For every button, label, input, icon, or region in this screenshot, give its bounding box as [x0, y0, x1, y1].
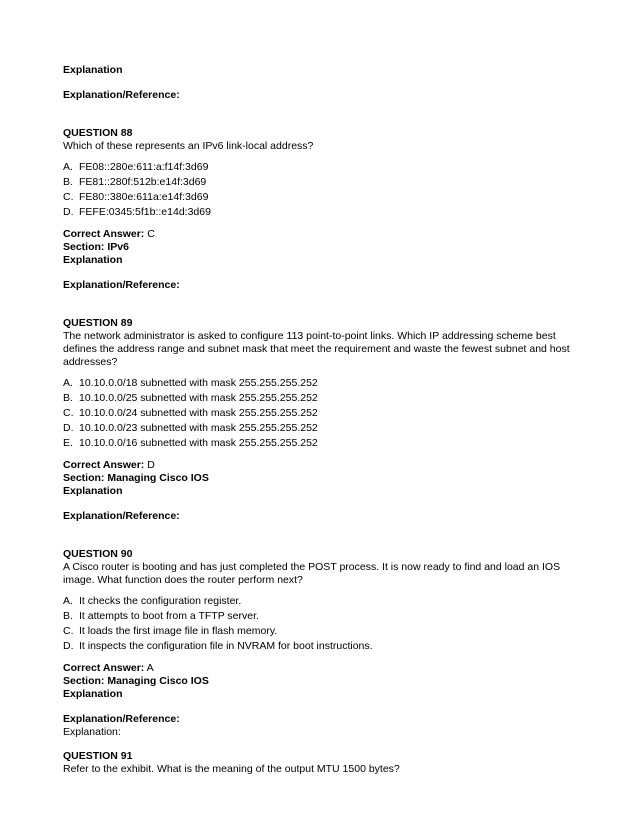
question-text: Refer to the exhibit. What is the meaning of the output MTU 1500 bytes?	[63, 763, 400, 775]
question-text-line-1: A Cisco router is booting and has just completed the POST process. It is now ready to find and load an IOS	[63, 561, 561, 573]
document-page	[63, 64, 583, 776]
option-d: D. FEFE:0345:5f1b::e14d:3d69	[63, 206, 211, 218]
option-b: B. It attempts to boot from a TFTP server.	[63, 610, 259, 622]
option-a: A. 10.10.0.0/18 subnetted with mask 255.255.255.252	[63, 377, 318, 389]
options-list	[63, 161, 583, 219]
explanation-reference-heading: Explanation/Reference:	[63, 713, 180, 725]
question-title: QUESTION 88	[63, 127, 133, 139]
question-89	[63, 317, 583, 523]
explanation-reference-heading: Explanation/Reference:	[63, 510, 180, 522]
explanation-heading: Explanation	[63, 254, 123, 266]
question-text-line-3: addresses?	[63, 356, 118, 368]
option-e: E. 10.10.0.0/16 subnetted with mask 255.255.255.252	[63, 437, 318, 449]
question-text: Which of these represents an IPv6 link-local address?	[63, 140, 314, 152]
option-c: C. FE80::380e:611a:e14f:3d69	[63, 191, 209, 203]
question-91	[63, 750, 583, 776]
question-88	[63, 127, 583, 292]
correct-answer-value: D	[147, 459, 155, 471]
question-text-line-1: The network administrator is asked to configure 113 point-to-point links. Which IP addressing scheme best	[63, 330, 556, 342]
option-b: B. 10.10.0.0/25 subnetted with mask 255.255.255.252	[63, 392, 318, 404]
options-list	[63, 377, 583, 450]
explanation-reference-heading: Explanation/Reference:	[63, 89, 180, 101]
question-text-line-2: defines the address range and subnet mask that meet the requirement and waste the fewest subnet and host	[63, 343, 570, 355]
question-text-line-2: image. What function does the router perform next?	[63, 574, 303, 586]
option-d: D. 10.10.0.0/23 subnetted with mask 255.255.255.252	[63, 422, 318, 434]
correct-answer: Correct Answer: A	[63, 662, 154, 674]
explanation-heading: Explanation	[63, 485, 123, 497]
correct-answer-value: C	[147, 228, 155, 240]
option-c: C. 10.10.0.0/24 subnetted with mask 255.255.255.252	[63, 407, 318, 419]
explanation-heading: Explanation	[63, 64, 123, 76]
section-label: Section: Managing Cisco IOS	[63, 675, 209, 687]
option-c: C. It loads the first image file in flash memory.	[63, 625, 278, 637]
correct-answer: Correct Answer: C	[63, 228, 155, 240]
correct-answer: Correct Answer: D	[63, 459, 155, 471]
explanation-body: Explanation:	[63, 726, 121, 738]
explanation-reference-heading: Explanation/Reference:	[63, 279, 180, 291]
question-90	[63, 548, 583, 739]
option-d: D. It inspects the configuration file in NVRAM for boot instructions.	[63, 640, 373, 652]
question-title: QUESTION 89	[63, 317, 133, 329]
options-list	[63, 595, 583, 653]
option-a: A. FE08::280e:611:a:f14f:3d69	[63, 161, 209, 173]
explanation-heading: Explanation	[63, 688, 123, 700]
question-title: QUESTION 90	[63, 548, 133, 560]
option-a: A. It checks the configuration register.	[63, 595, 242, 607]
option-b: B. FE81::280f:512b:e14f:3d69	[63, 176, 207, 188]
question-title: QUESTION 91	[63, 750, 133, 762]
section-label: Section: Managing Cisco IOS	[63, 472, 209, 484]
correct-answer-value: A	[146, 662, 154, 674]
section-label: Section: IPv6	[63, 241, 129, 253]
